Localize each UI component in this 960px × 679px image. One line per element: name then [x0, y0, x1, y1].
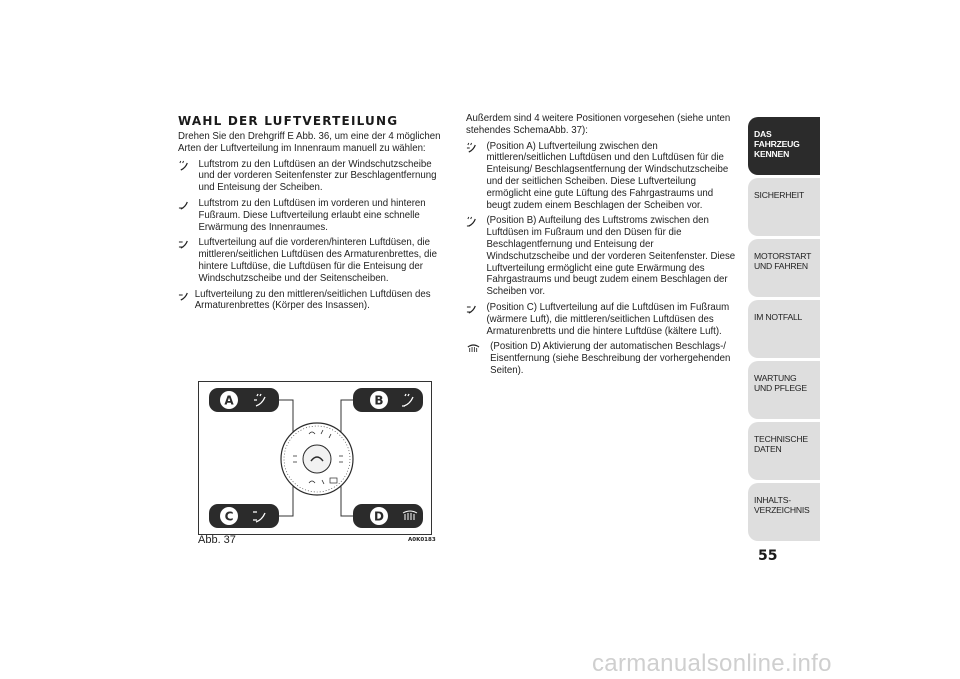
list-item — [178, 237, 448, 284]
list-item — [178, 289, 448, 313]
tab-motorstart-und-fahren[interactable]: MOTORSTART UND FAHREN — [748, 239, 820, 297]
face-vent-icon — [178, 290, 193, 302]
bullet-text: (Position B) Aufteilung des Luftstroms zwischen den Luftdüsen im Fußraum und den Düsen für die Beschlagentfernung und Enteisung der Windschutzscheibe und der vorderen Seitenfenster. Diese Luftverteilung ermöglicht eine gute Erwärmung des Fahrgastraums und beugt zudem einem Beschlagen der Scheiben vor. — [486, 215, 736, 298]
distribution-knob — [281, 423, 353, 495]
badge-d — [353, 504, 423, 528]
position-d-defrost-icon — [466, 342, 481, 354]
position-a-icon — [466, 142, 481, 154]
bullet-text: Luftverteilung zu den mittleren/seitlichen Luftdüsen des Armaturenbrettes (Körper des Insassen). — [194, 288, 431, 312]
tab-sicherheit[interactable]: SICHERHEIT — [748, 178, 820, 236]
face-foot-vent-icon — [178, 238, 193, 250]
bullet-text: Luftverteilung auf die vorderen/hinteren Luftdüsen, die mittleren/seitlichen Luftdüsen des Armaturenbrettes, die hintere Luftdüse, die Luftdüsen für die Enteisung der Windschutzscheibe und der Seitenscheiben. — [198, 237, 437, 284]
badge-label: D — [374, 509, 384, 524]
figure-caption: Abb. 37 — [198, 534, 236, 546]
windshield-vent-icon — [178, 160, 193, 172]
left-intro: Drehen Sie den Drehgriff E Abb. 36, um eine der 4 möglichen Arten der Luftverteilung im Innenraum manuell zu wählen: — [178, 131, 441, 154]
foot-vent-icon — [178, 199, 193, 211]
bullet-text: (Position C) Luftverteilung auf die Luftdüsen im Fußraum (wärmere Luft), die mittleren/seitlichen Luftdüsen des Armaturenbretts und die hintere Luftdüse (kältere Luft). — [486, 301, 730, 337]
badge-a — [209, 388, 279, 412]
position-c-icon — [466, 303, 481, 315]
figure-diagram — [199, 382, 431, 534]
list-item — [178, 159, 448, 194]
right-column — [466, 113, 739, 381]
tab-das-fahrzeug-kennen[interactable]: DAS FAHRZEUG KENNEN — [748, 117, 820, 175]
figure-air-distribution-diagram — [198, 381, 432, 535]
section-heading: WAHL DER LUFTVERTEILUNG — [178, 114, 399, 128]
tab-inhaltsverzeichnis[interactable]: INHALTS- VERZEICHNIS — [748, 483, 820, 541]
right-intro: Außerdem sind 4 weitere Positionen vorgesehen (siehe unten stehendes SchemaAbb. 37): — [466, 113, 731, 136]
bullet-text: (Position D) Aktivierung der automatischen Beschlags-/ Eisentfernung (siehe Beschreibung der vorhergehenden Seiten). — [490, 341, 731, 376]
watermark: carmanualsonline.info — [592, 650, 832, 677]
list-item — [466, 141, 739, 212]
list-item — [466, 341, 739, 376]
page-number: 55 — [758, 548, 778, 564]
badge-label: C — [224, 509, 234, 524]
list-item — [466, 302, 739, 337]
list-item — [466, 215, 739, 298]
bullet-text: (Position A) Luftverteilung zwischen den mittleren/seitlichen Luftdüsen und den Luftdüsen für die Enteisung/ Beschlagsentfernung der Windschutzscheibe und der seitlichen Scheiben. Diese Luftverteilung ermöglicht eine gute Lüftung des Fahrgastraums und beugt zudem einem Beschlagen der Scheiben vor. — [486, 140, 729, 211]
list-item — [178, 198, 448, 233]
bullet-text: Luftstrom zu den Luftdüsen an der Windschutzscheibe und der vorderen Seitenfenster zur Beschlagentfernung und Enteisung der Scheiben. — [198, 158, 437, 194]
bullet-text: Luftstrom zu den Luftdüsen im vorderen und hinteren Fußraum. Diese Luftverteilung erlaubt eine schnelle Erwärmung des Innenraumes. — [198, 197, 426, 233]
left-column — [178, 131, 448, 316]
tab-technische-daten[interactable]: TECHNISCHE DATEN — [748, 422, 820, 480]
tab-wartung-und-pflege[interactable]: WARTUNG UND PFLEGE — [748, 361, 820, 419]
badge-b — [353, 388, 423, 412]
tab-im-notfall[interactable]: IM NOTFALL — [748, 300, 820, 358]
badge-label: A — [224, 393, 234, 408]
badge-label: B — [374, 393, 384, 408]
position-b-icon — [466, 216, 481, 228]
figure-code: A0K0183 — [408, 537, 436, 543]
badge-c — [209, 504, 279, 528]
